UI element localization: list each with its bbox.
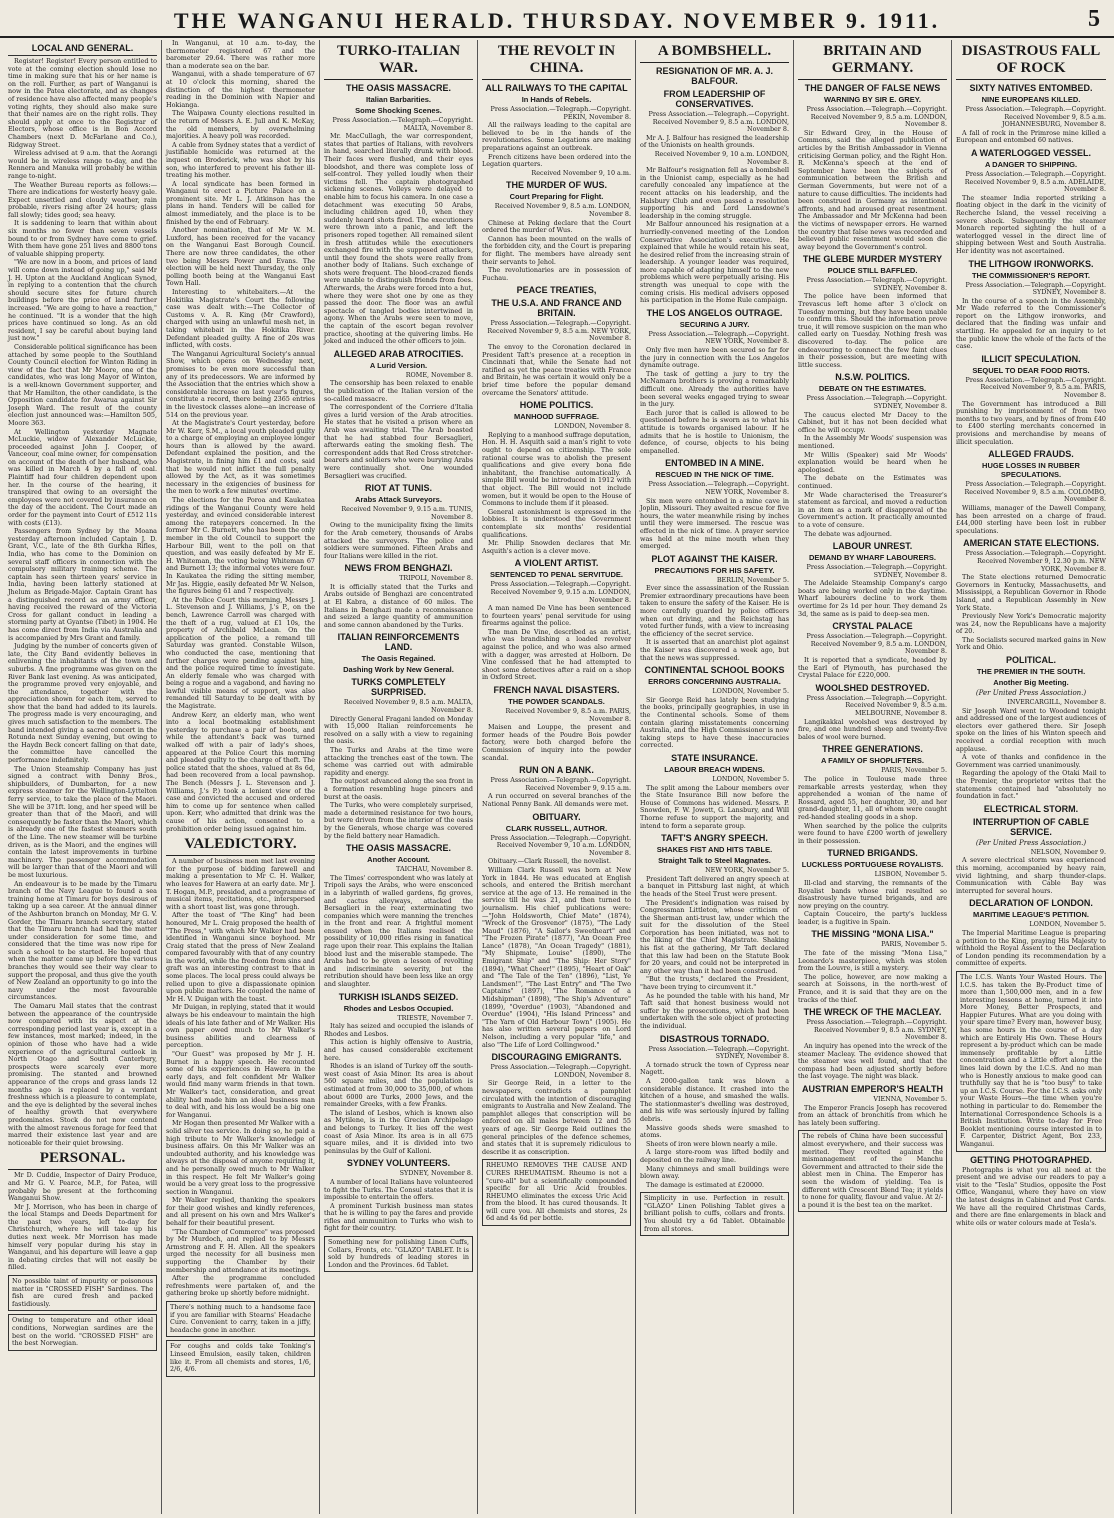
article-heading: ITALIAN REINFORCEMENTS LAND. — [337, 632, 460, 653]
dateline: Received November 9, 10 a.m. LONDON, November 8. — [654, 149, 789, 166]
column-7 — [952, 40, 1110, 1514]
article-paragraph: Mr Duigan, in replying, stated that it would always be his endeavour to maintain the high ideals of his late father and of Mr Walker. His own paper owed much to Mr Walker's business abilities and clearness of perception. — [166, 1003, 315, 1050]
article-subheading: ERRORS CONCERNING AUSTRALIA. — [648, 677, 781, 687]
article-subheading: Italian Barbarities. — [365, 95, 432, 104]
article-heading: TAFT'S ANGRY SPEECH. — [661, 833, 768, 844]
article-paragraph: The President's indignation was raised by Congressman Littleton, whose criticism of the Sherman anti-trust law, under which the suit for the dissolution of the Steel Corporation has been initiated, was not to the liking of the Chief Magistrate. Shaking his fist at the gathering, Mr Taft declared that this law had been on the Statute Book for 20 years, and could not be interpreted in any other way than it had been construed. — [640, 898, 789, 975]
article-paragraph: The police, however, are now making a search at Soissons, in the north-west of France, and it is said that they are on the tracks of the thief. — [798, 972, 947, 1004]
article-paragraph: Regarding the apology of the Otaki Mail to the Premier, the proprietor writes that the statements contained had "absolutely no foundation in fact." — [956, 769, 1106, 801]
article-heading: GETTING PHOTOGRAPHED. — [970, 1154, 1092, 1165]
article-paragraph: The task of getting a jury to try the McNamara brothers is proving a remarkably difficult one. Already the authorities have been several weeks engaged trying to swear in the jury. — [640, 369, 789, 409]
article-paragraph: A 2000-gallon tank was blown a considerable distance. It crashed into the kitchen of a house, and smashed the walls. The stationmaster's dwelling was destroyed, and his wife was seriously injured by falling debris. — [640, 1076, 789, 1123]
article-paragraph: A vote of thanks and confidence in the Government was carried unanimously. — [956, 753, 1106, 769]
article-heading: RUN ON A BANK. — [519, 765, 594, 776]
dateline: NELSON, November 9. — [1030, 847, 1106, 856]
article-paragraph: At the Police Court this morning, Messrs J. L. Stevenson and J. Williams, J.'s P., on the bench, Lawrence Carroll was charged with the theft of a rug, valued at £1 10s, the property of Archibald McLean. On the application of the police, a remand till Saturday was granted. Constable Wilson, who conducted the case, mentioning that further charges were pending against him, and the police required time to investigate. An elderly female who was charged with being a rogue and a vagabond, and having no lawful visible means of support, was also remanded till Saturday to be dealt with by the Magistrate. — [166, 595, 315, 711]
article-paragraph: A cable from Sydney states that a verdict of justifiable homicide was returned at the inquest on Broderick, who was shot by his son, who interfered to prevent his father ill-treating his mother. — [166, 140, 315, 180]
article-heading: CONTINENTAL SCHOOL BOOKS — [644, 665, 785, 676]
article-paragraph: The island of Lesbos, which is known also as Mytilene, is in the Grecian Archipelago and belongs to Turkey. It lies off the west coast of Asia Minor. Its area is in all 675 square miles, and it is divided into two peninsulas by the Gulf of Kalloni. — [324, 1108, 473, 1155]
column-2 — [162, 40, 320, 1514]
column-4 — [478, 40, 636, 1514]
article-subheading: LUCKLESS PORTUGUESE ROYALISTS. — [801, 860, 944, 870]
article-subheading: SEQUEL TO DEAR FOOD RIOTS. — [972, 365, 1090, 375]
article-paragraph: Sir George Reid, in a letter to the newspapers, contradicts a pamphlet circulated with the intention of discouraging emigrants to Australia and New Zealand. The pamphlet alleges that conscription will be enforced on all males between 12 and 55 years of age. Sir George Reid outlines the general principles of the defence schemes, and states that it is supremely ridiculous to describe it as conscription. — [482, 1079, 631, 1156]
article-paragraph: Owing to the municipality fixing the limits for the Arab cemetery, thousands of Arabs attacked the surveyors. The police and soldiers were summoned. Fifteen Arabs and four Italians were killed in the riot. — [324, 521, 473, 560]
article-heading: BRITAIN AND GERMANY. — [798, 43, 947, 80]
dateline: TRIESTE, November 7. — [397, 1013, 473, 1022]
dateline: Press Association.—Telegraph.—Copyright. Received November 9, 10 a.m. LONDON, November 8. — [490, 833, 631, 857]
dateline: SYDNEY, November 8. — [399, 1169, 473, 1178]
article-paragraph: The steamer India reported striking a floating object in the dark in the vicinity of Recherche Island, the vessel receiving a severe shock. Subsequently the steamer Monarch reported sighting the hull of a waterlogged vessel in the direct line of shipping between West and South Australia. Her identity was not ascertained. — [956, 193, 1106, 255]
column-3 — [320, 40, 478, 1514]
article-heading: HOME POLITICS. — [519, 400, 594, 411]
article-paragraph: Italy has seized and occupied the islands of Rhodes and Lesbos. — [324, 1022, 473, 1038]
article-heading: A VIOLENT ARTIST. — [514, 558, 599, 569]
article-subheading: Another Account. — [367, 855, 430, 865]
article-paragraph: After the toast of "The King" had been honoured, Mr L. Craig proposed the health of "The Press," with which Mr Walker had been identified in Wanganui since boyhood. Mr Craig stated that the press of New Zealand compared favourably with that of any country in the world, while the freedom from sins and graft was an interesting contrast to that in some places. The local press could always be relied upon to give a dispassionate opinion upon public matters. He coupled the name of Mr H. V. Duigan with the toast. — [166, 911, 315, 1003]
dateline: Press Association.—Telegraph.—Copyright. Received November 9, 8.5 a.m. SYDNEY, November 8. — [806, 1018, 947, 1042]
article-subheading: A FAMILY OF SHOPLIFTERS. — [820, 756, 925, 766]
article-paragraph: "Our Guest" was proposed by Mr J. H. Burnet in a happy speech. He recounted some of his experiences in Hawera in the early days, and felt confident Mr Walker would find many warm friends in that town. Mr Walker's tact, consideration, and great ability had made him an ideal business man to deal with, and his loss would be a big one for Wanganui. — [166, 1050, 315, 1119]
dateline: Press Association.—Telegraph.—Copyright. SYDNEY, November 8. — [806, 563, 947, 579]
article-paragraph: A run occurred on several branches of the National Penny Bank. All demands were met. — [482, 792, 631, 808]
article-paragraph: It is saddening to learn that within about six months no fewer than seven vessels bound to or from Sydney have come to grief. With them have gone 251 lives and 8800 tons of valuable shipping property. — [8, 219, 157, 258]
article-paragraph: Six men were entombed in a mine cave in Joplin, Missouri. They awaited rescue for five hours, the water meanwhile rising by inches until they were immersed. The rescue was effected in the nick of time. A prayer service was held at the mine mouth when they emerged. — [640, 496, 789, 551]
columns-container — [4, 40, 1110, 1514]
article-paragraph: Only five men have been secured so far for the jury in connection with the Los Angelos dynamite outrage. — [640, 346, 789, 370]
article-heading: AMERICAN STATE ELECTIONS. — [963, 538, 1099, 549]
article-subheading: CLARK RUSSELL, AUTHOR. — [505, 823, 608, 833]
article-paragraph: Chinese at Peking declare that the Court ordered the murder of Wus. — [482, 218, 631, 235]
dateline: LONDON, November 5. — [712, 687, 789, 696]
article-paragraph: Mr D. Cuddie, Inspector of Dairy Produce, and Mr G. V. Pearce, M.P., for Patea, will probably be present at the forthcoming Wanganui Show. — [8, 1171, 157, 1203]
dateline: Press Association.—Telegraph.—Copyright. SYDNEY, November 8. — [806, 276, 947, 292]
article-paragraph: Mr. Philip Snowden declares that Mr. Asquith's action is a clever move. — [482, 539, 631, 555]
article-paragraph: The State elections returned Democratic Governors in Kentucky, Massachusetts, and Mississippi, a Republican Governor in Rhode Island, and a Republican Assembly in New York State. — [956, 573, 1106, 612]
advertisement: The rebels of China have been successful almost everywhere, and their success was merited. They revolted against the mismanagement of the Manchu Government and attracted to their side the ablest men in China. The Emperor has seen the wisdom of yielding. Tea is different with Crescent Blend Tea; it yields to none for quality, flavour and value. At 2/- a pound it is the best tea on the market. — [798, 1130, 947, 1212]
dateline: Press Association.—Telegraph.—Copyright. SYDNEY, November 8. — [806, 394, 947, 410]
dateline: Press Association.—Telegraph.—Copyright. Received November 9, 8.5 a.m. NEW YORK, November 8. — [487, 319, 631, 343]
article-paragraph: At Wellington yesterday Magnate McLuckie, widow of Alexander McLuckie, proceeded against John J. Cooper, of Vanceour, coal mine owner, for compensation on account of the death of her husband, who was killed in March 4 by a fall of coal. Plaintiff had four children dependent upon her. In the course of the hearing, it transpired that owing to an oversight the employees were not covered by insurance on the day of the accident. The Court made an order for the payment into Court of £512 11s with costs (£13). — [8, 427, 157, 527]
dateline: Press Association.—Telegraph.—Copyright. Received November 9, 8.5 a.m. ADELAIDE, November 8. — [964, 169, 1106, 194]
article-heading: THE WRECK OF THE MACLEAY. — [803, 1007, 942, 1018]
article-paragraph: The Government has introduced a Bill punishing by imprisonment of from two months to two years, and by fines of from £40 to £400 sterling merchants concerned in provisions and merchandise by means of illicit speculation. — [956, 399, 1106, 446]
article-paragraph: At the Magistrate's Court yesterday, before Mr W. Kerr, S.M., a local youth pleaded guilty to a charge of employing an employee longer hours than is allowed by the award. Defendant explained the position, and the Magistrate, in fining him £1 and costs, said that he would not inflict the full penalty allowed by the Act, as it was sometimes necessary in the exigencies of business for the men to work a few minutes' overtime. — [166, 419, 315, 496]
dateline: Press Association.—Telegraph.—Copyright. Received November 9, 9.15 a.m. LONDON, November 8. — [490, 580, 631, 604]
article-subheading: Arabs Attack Surveyors. — [355, 495, 442, 505]
article-heading: PERSONAL. — [8, 1150, 157, 1170]
article-subheading: SENTENCED TO PENAL SERVITUDE. — [490, 570, 623, 580]
article-paragraph: A number of business men met last evening for the purpose of bidding farewell and making a presentation to Mr C. H. Walker, who leaves for Hawera at an early date. Mr J. T. Hogan, M.P., presided, and a programme of musical items, recitations, etc., interspersed with a short toast list, was gone through. — [166, 857, 315, 911]
dateline: Press Association.—Telegraph.—Copyright. NEW YORK, November 8. — [648, 329, 789, 346]
article-heading: THE OASIS MASSACRE. — [345, 843, 451, 854]
dateline: BERLIN, November 5. — [716, 575, 789, 584]
article-paragraph: The Turks, who were completely surprised, made a determined resistance for two hours, but were driven from the interior of the oasis by the Generals, whose charge was covered by the field battery near Hamadich. — [324, 801, 473, 840]
article-paragraph: The revolutionaries are in possession of Fuchau. — [482, 266, 631, 282]
article-paragraph: The Emperor Francis Joseph has recovered from an attack of bronchitis from which he has lately been suffering. — [798, 1103, 947, 1127]
article-paragraph: Captain Couceiro, the party's luckless leader, is a fugitive in Spain. — [798, 910, 947, 926]
article-paragraph: The fate of the missing "Mona Lisa," Leonardo's masterpiece, which was stolen from the Louvre, is still a mystery. — [798, 949, 947, 973]
dateline: LONDON, November 8. — [554, 422, 631, 431]
article-heading: ALLEGED ARAB ATROCITIES. — [333, 348, 464, 359]
article-heading: SYDNEY VOLUNTEERS. — [346, 1158, 451, 1169]
article-paragraph: As he pounded the table with his hand, Mr Taft said that honest business would not suffer by the prosecutions, which had been undertaken with the sole object of protecting the individual. — [640, 991, 789, 1030]
article-paragraph: "We are now in a boom, and prices of land will come down instead of going up," said Mr J. H. Upton at the Auckland Anglican Synod, in replying to a contention that the church should secure sites for future church buildings before the price of land further increased. "We are going to have a reaction," he continued. "It is a wonder that the high prices have continued so long. As an old resident, I say be careful about buying land just now." — [8, 258, 157, 343]
dateline: ROME, November 8. — [405, 370, 473, 379]
article-paragraph: When searched by the police the culprits were found to have £200 worth of jewellery in their possession. — [798, 821, 947, 845]
article-subheading: LABOUR BREACH WIDENS. — [664, 764, 765, 774]
article-subheading: NINE EUROPEANS KILLED. — [981, 95, 1081, 104]
article-paragraph: Rhodes is an island of Turkey off the south-west coast of Asia Minor. Its area is about 560 square miles, and the population is estimated at from 30,000 to 35,000, of whom about 6000 are Turks, 2000 Jews, and the remainder Greeks, with a few Franks. — [324, 1062, 473, 1109]
article-paragraph: A prominent Turkish business man states that he is willing to pay the fares and provide rifles and ammunition to Turks who wish to fight for their country. — [324, 1201, 473, 1233]
article-paragraph: An inquiry has opened into the wreck of the steamer Macleay. The evidence showed that the steamer was well found, and that the compass had been adjusted shortly before the last voyage. The night was black. — [798, 1042, 947, 1081]
dateline: Received November 9, 9.15 a.m. TUNIS, November 8. — [341, 505, 473, 521]
article-subheading: THE PREMIER IN THE SOUTH. — [976, 667, 1086, 677]
article-paragraph: In the course of a speech in the Assembly, Mr Wade referred to the Commissioner's report on the Lithgow ironworks, and declared that the finding was unfair and startling. He appealed for an inquiry to let the public know the whole of the facts of the case. — [956, 296, 1106, 351]
dateline: TRIPOLI, November 8. — [399, 574, 473, 583]
article-paragraph: Previously New York's Democratic majority was 24, now the Republicans have a majority of 20. — [956, 612, 1106, 636]
dateline: Press Association.—Telegraph.—Copyright. Received November 9, 9.15 a.m. — [490, 776, 631, 792]
dateline: NEW YORK, November 5. — [705, 866, 789, 875]
article-subheading: PRECAUTIONS FOR HIS SAFETY. — [654, 565, 775, 575]
article-heading: FRENCH NAVAL DISASTERS. — [493, 685, 620, 696]
article-paragraph: Maisen and Louppe, the present and former heads of the Poudre Bois powder factory, were both charged before the Commission of inquiry into the powder scandal. — [482, 723, 631, 762]
article-subheading: THE COMMISSIONER'S REPORT. — [971, 270, 1091, 280]
masthead — [0, 0, 1114, 38]
article-heading: POLITICAL. — [1006, 655, 1056, 666]
article-heading: THE MISSING "MONA LISA." — [811, 929, 934, 940]
article-paragraph: The Adelaide Steamship Company's cargo boats are being worked only in the daytime. Wharf labourers decline to work them overtime for 2s 1d per hour. They demand 2s 3d, the same as is paid to deep-sea men. — [798, 579, 947, 618]
article-subheading: In Hands of Rebels. — [521, 95, 592, 104]
advertisement: The I.C.S. Wants Your Wasted Hours. The I.C.S. has taken the By-Product time of more than 1,500,000 men, and in a few interesting lessons at home, turned it into More Money, Better Prospects, and Happier Futures. What are you doing with your spare time? Every man, however busy, has some hours in the course of a day which are Entirely His Own. These Hours represent a by-product which can be made immensely profitable by a Little concentration and a Little effort along the lines laid down by the I.C.S. And no man who is Honestly anxious to make good can truthfully say that he is "too busy" to take up an I.C.S. Course. For the I.C.S. asks only your Waste Hours—the time when you're nothing in particular to do. Remember the International Correspondence Schools is a British Institution. Write to-day for Free Booklet mentioning course interested in to F. Carpenter, District Agent, Box 233, Wanganui. — [956, 971, 1106, 1152]
article-paragraph: The censorship has been relaxed to enable the publication of the Italian version of the so-called massacre. — [324, 379, 473, 403]
advertisement: RHEUMO REMOVES THE CAUSE AND CURES RHEUMATISM. Rheumo is not a "cure-all" but a scientifically compounded specific for all Uric Acid troubles. RHEUMO eliminates the excess Uric Acid from the blood. It has cured thousands. It will cure you. All chemists and stores, 2s 6d and 4s 6d per bottle. — [482, 1159, 631, 1226]
dateline: Press Association.—Telegraph.—Copyright. SYDNEY, November 8. — [648, 1044, 789, 1061]
article-heading: DISASTROUS FALL OF ROCK — [956, 43, 1106, 80]
article-heading: ALLEGED FRAUDS. — [988, 449, 1074, 460]
article-paragraph: Many chimneys and small buildings were blown away. — [640, 1164, 789, 1181]
article-paragraph: Replying to a manhood suffrage deputation, Hon. H. H. Asquith said a man's right to vote ought to depend on citizenship. The sole rational course was to abolish the present qualifications and give every bona fide inhabitant, the franchise automatically. A simple Bill would be introduced in 1912 with that object. The Bill would not include women, but it would be open to the House of Commons to include them if it pleased. — [482, 430, 631, 508]
article-paragraph: The Weather Bureau reports as follows:—There are indications for westerly heavy gale. Expect unsettled and cloudy weather, rain probable, rivers rising after 24 hours; glass fall slowly; tides good; sea heavy. — [8, 180, 157, 219]
article-subheading: Some Shocking Scenes. — [355, 106, 442, 115]
article-subheading: Rhodes and Lesbos Occupied. — [343, 1003, 454, 1013]
article-subheading: Court Preparing for Flight. — [509, 192, 604, 202]
article-paragraph: Considerable political significance has been attached by some people to the Southland County Council election for Winton Riding in view of the fact that Mr Moore, one of the candidates, who was long Mayor of Winton, is a well-known Government supporter, and that Mr Hamilton, the other candidate, is the Opposition candidate for Awarua against Sir Joseph Ward. The result of the county election just announced was:—Hamilton 505, Moore 363. — [8, 342, 157, 427]
article-paragraph: This action is highly offensive to Austria, and has caused considerable excitement here. — [324, 1038, 473, 1062]
article-paragraph: Sir George Reid has lately been studying the books, principally geographies, in use in the Continental schools. Some of them contain glaring misstatements concerning Australia, and the High Commissioner is now taking steps to have these inaccuracies corrected. — [640, 695, 789, 750]
article-paragraph: The outpost advanced along the sea front in a formation resembling huge pincers and burst at the oasis. — [324, 777, 473, 801]
article-paragraph: President Taft delivered an angry speech at a banquet in Pittsburg last night, at which the heads of the Steel Trust were present. — [640, 874, 789, 898]
article-heading: FROM LEADERSHIP OF CONSERVATIVES. — [663, 89, 766, 109]
article-heading: TURKO-ITALIAN WAR. — [324, 43, 473, 80]
article-paragraph: An endeavour is to be made by the Timaru branch of the Navy League to found a sea training home at Timaru for boys desirous of taking up a sea career. At the annual dinner of the Ashburton branch on Monday, Mr G. V. Gorder, the Timaru branch secretary, stated that the Timaru branch had had the matter under consideration for some time, and considered that the time was now ripe for such a school to be started. He hoped that when the matter came up before the various branches they would see their way clear to support the proposal, and thus give the youth of New Zealand an opportunity to go into the navy under the most favourable circumstances. — [8, 879, 157, 1002]
article-heading: DECLARATION OF LONDON. — [969, 898, 1093, 909]
article-heading: VALEDICTORY. — [166, 836, 315, 856]
article-heading: AUSTRIAN EMPEROR'S HEALTH — [802, 1083, 943, 1094]
article-paragraph: The Waipawa County elections resulted in the return of Messrs A. E. Jull and K. McKay, the old members, by overwhelming majorities. A heavy poll was recorded. — [166, 109, 315, 141]
article-paragraph: It is officially stated that the Turks and Arabs outside of Benghazi are concentrated at El Kabra, a distance of 60 miles. The Italians in Benghazi made a reconnaissance and seized a large quantity of ammunition and some cannon abandoned by the Turks. — [324, 582, 473, 629]
article-paragraph: The Oamaru Mail states that the contrast between the appearance of the countryside now compared with its aspect at the corresponding period last year is, except in a few instances, most marked; indeed, in the opinion of those who have had a wide experience of the agricultural outlook in North Otago and South Canterbury, prospects were scarcely ever more promising. The stanted and browned appearance of the crops and grass lands 12 months ago is replaced by a verdant freshness which is a pleasure to contemplate, and the eye is delighted by the several inches of healthy growth that everywhere predominates. Stock do not now contend with the almost ravenous forage for feed that marred their existence last year and are noticeable for their quiet browsing. — [8, 1002, 157, 1147]
article-paragraph: Ill-clad and starving, the remnants of the Royalist bands whose raid resulted so disastrously have turned brigands, and are now preying on the country. — [798, 878, 947, 910]
column-1 — [4, 40, 162, 1514]
article-paragraph: French citizens have been ordered into the Legation quarters. — [482, 152, 631, 169]
article-heading: TURNED BRIGANDS. — [827, 848, 918, 859]
article-heading: THE LOS ANGELOS OUTRAGE. — [646, 307, 783, 318]
article-heading: THE OASIS MASSACRE. — [345, 83, 451, 93]
dateline: Press Association.—Telegraph.—Copyright. Received November 9, 8.5 a.m. PARIS, November 8. — [965, 375, 1106, 400]
article-heading: PEACE TREATIES, — [516, 285, 597, 296]
dateline: Press Association.—Telegraph.—Copyright. LONDON, November 8. — [490, 1063, 631, 1079]
article-paragraph: It is reported that a syndicate, headed by the Earl of Plymouth, has purchased the Crystal Palace for £220,000. — [798, 656, 947, 680]
dateline: Press Association.—Telegraph.—Copyright. Received November 9, 8.5 a.m. LONDON, November 8. — [806, 105, 947, 129]
dateline: Press Association.—Telegraph.—Copyright. NEW YORK, November 8. — [648, 480, 789, 496]
article-paragraph: Mr Willis (Speaker) said Mr Woods' explanation would be heard when he apologised. — [798, 450, 947, 474]
article-paragraph: Ever since the assassination of the Russian Premier extraordinary precautions have been taken to ensure the safety of the Kaiser. He is more carefully guarded by police officers when out driving, and the Reichstag has voted further funds, with a view to increasing the efficiency of the secret service. — [640, 584, 789, 638]
article-paragraph: A large store-room was lifted bodily and deposited on the railway line. — [640, 1148, 789, 1164]
article-paragraph: The damage is estimated at £20000. — [646, 1180, 765, 1189]
article-paragraph: "The Chamber of Commerce" was proposed by Mr Murdoch, and replied to by Messrs Armstrong and F. H. Allen. All the speakers urged the necessity for all business men supporting the Chamber by their membership and attendance at its meetings. — [166, 1227, 315, 1274]
article-paragraph: The debate on the Estimates was continued. — [798, 474, 947, 490]
article-paragraph: Sir Edward Grey, in the House of Commons, said the alleged publication of articles by the British Ambassador in Vienna criticising German policy, and the Right Hon. R. McKenna's speech at the end of September have been the subjects of communication between the British and German Governments, but were not of a nature to cause difficulties. The incidents had been construed in Germany as intentional affronts, and had aroused great resentment. The Ambassador and Mr McKenna had been the victims of newspaper errors. He warned the country that false news was recorded and believed public resentment would soon die away beyond the Government's control. — [798, 128, 947, 251]
advertisement: There's nothing much to a handsome face if you are familiar with Stearns' Headache Cure. Convenient to carry, taken in a jiffy, headache gone in another. — [166, 1301, 315, 1337]
article-paragraph: The debate was adjourned. — [804, 529, 892, 538]
article-paragraph: Register! Register! Every person entitled to vote at the coming election should lose no time in making sure that his or her name is on the roll. Further, as part of Wanganui is now in the Patea electorate, and as changes of residence have also affected many people's voting rights, they should also make sure that their names are on the right rolls. They should apply at once to the Registrar of Electors, whose office is in Bon Accord Chambers (next D. McFarlane and Co.), Ridgway Street. — [8, 57, 157, 149]
article-heading: NEWS FROM BENGHAZI. — [344, 563, 453, 574]
article-heading: TURKISH ISLANDS SEIZED. — [338, 991, 459, 1002]
article-subheading: HUGE LOSSES IN RUBBER SPECULATIONS. — [982, 461, 1080, 480]
article-subheading: Another Big Meeting. — [993, 678, 1069, 688]
article-paragraph: Mr J. Morrison, who has been in charge of the local Stamps and Deeds Department for the past two years, left to-day for Christchurch, where he will take up his duties next week. Mr Morrison has made himself very popular during his stay in Wanganui, and his departure will leave a gap in debating circles that will not easily be filled. — [8, 1202, 157, 1272]
article-paragraph: Another nomination, that of Mr W. M. Luxford, has been received for the vacancy on the Wanganui East Borough Council. There are now three candidates, the other two being Messrs Power and Evans. The election will be held next Thursday, the only polling booth being at the Wanganui East Town Hall. — [166, 226, 315, 288]
article-heading: DISCOURAGING EMIGRANTS. — [491, 1052, 622, 1063]
dateline: LONDON, November 5. — [712, 774, 789, 783]
article-paragraph: Sheets of iron were blown nearly a mile. — [646, 1139, 778, 1148]
article-paragraph: Interesting to whitebaiters.—At the Hokitika Magistrate's Court the following case was dealt with:—The Collector of Customs v. A. R. King (Mr Crawford), charged with using an unlawful mesh net, in taking whitebait in the Hokitika River. Defendant pleaded guilty. A fine of 20s was inflicted, with costs. — [166, 288, 315, 350]
article-paragraph: Wanganui, with a shade temperature of 67 at 10 o'clock this morning, shared the distinction of the highest thermometer reading in the Dominion with Napier and Hokianga. — [166, 70, 315, 109]
article-heading: RESIGNATION OF MR. A. J. BALFOUR. — [655, 66, 773, 86]
article-paragraph: It is asserted that an anarchist plot against the Kaiser was discovered a week ago, but that the news was suppressed. — [640, 638, 789, 662]
article-subheading: DEBATE ON THE ESTIMATES. — [818, 384, 927, 394]
article-paragraph: Williams, manager of the Dawell Company, has been arrested on a charge of fraud. £44,000 sterling have been lost in rubber speculations. — [956, 503, 1106, 535]
article-paragraph: Mr Walker replied, thanking the speakers for their good wishes and kindly references, and all present on his own and Mrs Walker's behalf for their beautiful present. — [166, 1196, 315, 1228]
article-subheading: POLICE STILL BAFFLED. — [827, 266, 918, 276]
article-heading: A BOMBSHELL. — [640, 43, 789, 63]
article-paragraph: The Socialists secured marked gains in New York and Ohio. — [956, 635, 1106, 652]
advertisement: Owing to temperature and other ideal conditions, Norwegian sardines are the best on the world. "CROSSED FISH" are the best Norwegian. — [8, 1314, 157, 1350]
article-paragraph: A tornado struck the town of Cypress near Nagett. — [640, 1060, 789, 1077]
article-heading: RIOT AT TUNIS. — [365, 483, 432, 494]
dateline: INVERCARGILL, November 8. — [1007, 698, 1106, 707]
dateline: Press Association.—Telegraph.—Copyright. Received November 9, 8.5 a.m. JOHANNESBURG, November 8. — [965, 105, 1106, 129]
column-5 — [636, 40, 794, 1514]
article-paragraph: Mr Balfour's resignation fell as a bombshell in the Unionist camp, especially as he had carefully concealed any impatience at the recent attacks on his leadership, and the Halsbury Club and even passed a resolution supporting his and Lord Lansdowne's leadership in the coming struggle. — [640, 166, 789, 220]
article-heading: TURKS COMPLETELY SURPRISED. — [351, 677, 446, 698]
article-heading: LABOUR UNREST. — [832, 541, 913, 552]
article-heading: STATE INSURANCE. — [671, 752, 758, 763]
article-paragraph: Mr Wade characterised the Treasurer's statement as farcical, and moved a reduction in an item as a mark of disapproval of the Government's action. It practically amounted to a vote of censure. — [798, 490, 947, 529]
article-paragraph: A fall of rock in the Primrose mine killed a European and entombed 60 natives. — [956, 128, 1106, 145]
page-number: 5 — [1088, 6, 1100, 32]
article-heading: THE U.S.A. AND FRANCE AND BRITAIN. — [491, 298, 622, 319]
dateline: LONDON, November 5. — [1029, 920, 1106, 929]
dateline: Press Association.—Telegraph.—Copyright. SYDNEY, November 8. — [965, 280, 1106, 297]
dateline: Press Association.—Telegraph.—Copyright. MALTA, November 8. — [332, 116, 473, 132]
article-subheading: A Lurid Version. — [369, 360, 428, 370]
article-paragraph: A severe electrical storm was experienced this morning, accompanied by heavy rain, vivid lightning, and sharp thunder-claps. Communication with Cable Bay was interrupted for several hours. — [956, 856, 1106, 895]
article-paragraph: The Imperial Maritime League is preparing a petition to the King, praying His Majesty to withhold the Royal Assent to the Declaration of London pending its recommendation by a committee of experts. — [956, 928, 1106, 968]
article-paragraph: Directly General Fragani landed on Monday with 15,000 Italian reinforcements he resolved on a sally with a view to regaining the oasis. — [324, 714, 473, 746]
article-heading: ILLICIT SPECULATION. — [981, 353, 1081, 364]
article-paragraph: The split among the Labour members over the State Insurance Bill now before the House of Commons has widened. Messrs. P. Snowden, F. W. Jowett, G. Lansbury, and Will Thorne refuse to support the majority, and intend to form a separate group. — [640, 783, 789, 830]
article-subheading: DEMAND BY WHARF LABOURERS. — [809, 553, 936, 563]
dateline: Press Association.—Telegraph.—Copyright. Received November 9, 8.5 a.m. MELBOURNE, November 8. — [806, 693, 947, 717]
article-credit: (Per United Press Association.) — [975, 689, 1087, 698]
article-subheading: WARNING BY SIR E. GREY. — [824, 95, 921, 104]
article-paragraph: Langikakkal woolshed was destroyed by fire, and one hundred sheep and twenty-five bales of wool were burned. — [798, 717, 947, 741]
article-heading: SIXTY NATIVES ENTOMBED. — [969, 83, 1093, 93]
article-paragraph: Obituary.—Clark Russell, the novelist. — [488, 857, 612, 866]
article-paragraph: The Times' correspondent who was lately at Tripoli says the Arabs, who were ensconced in a labyrinth of walled gardens, fig groves, and cactus alleyways, attacked the Bersaglieri in the rear, exterminating two companies which were manning the trenches in the front and rear. A frightful moment ensued when the Italians realised the possibility of 10,000 rifles rising in fanatical rage upon their rear. This explains the Italian blood lust and the miserable stampede. The Arabs had to be given a lesson of revolting and indiscriminate severity, but the retribution should have been less like an orgy and slaughter. — [324, 873, 473, 989]
article-subheading: The Oasis Regained. — [361, 654, 436, 664]
article-heading: THE LITHGOW IRONWORKS. — [968, 258, 1094, 269]
article-credit: (Per United Press Association.) — [975, 838, 1087, 847]
article-heading: THE DANGER OF FALSE NEWS — [804, 83, 941, 93]
article-heading: A WATERLOGGED VESSEL. — [970, 147, 1091, 158]
dateline: Press Association.—Telegraph.—Copyright. Received November 9, 8.5 a.m. COLOMBO, November 8. — [964, 480, 1106, 504]
article-subheading: MANHOOD SUFFRAGE. — [514, 412, 599, 422]
article-heading: ALL RAILWAYS TO THE CAPITAL — [485, 83, 628, 93]
article-subheading: Dashing Work by New General. — [343, 665, 454, 675]
article-paragraph: Each juror that is called is allowed to be questioned before he is sworn as to what his attitude is towards organised labour. If he admits that he is hostile to Unionism, the defence, of course, objects to his being empanelled. — [640, 408, 789, 455]
article-subheading: MARITIME LEAGUE'S PETITION. — [973, 910, 1089, 920]
article-subheading: SHAKES FIST AND HITS TABLE. — [656, 845, 773, 855]
article-paragraph: After the programme concluded refreshments were partaken of, and the gathering broke up shortly before midnight. — [166, 1274, 315, 1298]
article-paragraph: The Turks and Arabs at the time were attacking the trenches east of the town. The scheme was carried out with admirable rapidity and energy. — [324, 746, 473, 777]
article-paragraph: All the railways leading to the capital are believed to be in the hands of the revolutionaries. Some Legations are making preparations against an outbreak. — [482, 121, 631, 152]
advertisement: Something new for polishing Linen Cuffs, Collars, Fronts, etc. "GLAZO" TABLET. It is sold by hundreds of leading stores in London and the Provinces. 6d Tablet. — [324, 1236, 473, 1272]
dateline: Press Association.—Telegraph.—Copyright. Received November 9, 8.5 a.m. LONDON, November 8. — [806, 632, 947, 656]
dateline: VIENNA, November 5. — [873, 1094, 947, 1103]
article-paragraph: The police have been informed that Trevascus left home after 3 o'clock on Tuesday morning, but they have been unable to confirm this. Should the information prove true, it will remove suspicion on the man who called early on Tuesday. Nothing fresh was discovered to-day. The police are endeavouring to connect the few faint clues in their possession, but are meeting with little success. — [798, 292, 947, 369]
article-heading: THREE GENERATIONS. — [822, 744, 923, 755]
dateline: TAICHAU, November 8. — [396, 865, 473, 874]
article-paragraph: Wireless advised at 9 a.m. that the Aorangi would be in wireless range to-day, and the Rennera and Manuka will probably be within range to-night. — [8, 149, 157, 180]
article-heading: INTERRUPTION OF CABLE SERVICE. — [973, 816, 1089, 837]
article-paragraph: Judging by the number of concerts given of late, the City Band evidently believes in enlivening the inhabitants of the town and suburbs. A fine programme was given on the River Bank last evening. As was anticipated, the programme proved very enjoyable, and the attendance, together with the appreciation shown for each item, served to show that the band had added to its laurels. The progress made is very encouraging, and gives much satisfaction to the members. The band intended giving a sacred concert in the Rotunda next Sunday evening, but owing to the Haydn Beck concert falling on that date, the committee have cancelled the performance indefinitely. — [8, 642, 157, 765]
article-heading: CRYSTAL PALACE — [832, 621, 913, 632]
dateline: Press Association.—Telegraph.—Copyright. Received November 9, 12.30 p.m. NEW YORK, November 8. — [965, 549, 1106, 573]
article-heading: THE REVOLT IN CHINA. — [482, 43, 631, 80]
dateline: Received November 9, 8.5 a.m. PARIS, November 8. — [505, 707, 631, 723]
dateline: Received November 9, 8.5 a.m. LONDON, November 8. — [494, 202, 631, 218]
article-paragraph: The man De Vine, described as an artist, who was brandishing a loaded revolver against the police, and who was also armed with a dagger, was arrested at Holborn. De Vine confessed that he had attempted to shoot some detectives after a raid on a shop in Oxford Street. — [482, 627, 631, 682]
article-subheading: RESCUED IN THE NICK OF TIME. — [655, 470, 774, 480]
article-paragraph: The Wanganui Agricultural Society's annual Show, which opens on Wednesday next, promises to be even more successful than any of its predecessors. We are informed by the Association that the entries which show a considerable increase on last year's figures, constitute a record, there being 2365 entries in the livestock classes alone—an increase of 514 on the previous year. — [166, 349, 315, 419]
article-paragraph: In the Assembly Mr Woods' suspension was mentioned. — [798, 434, 947, 450]
article-paragraph: The correspondent of the Corriere d'Italia gives a lurid version of the Arab atrocities. He states that he visited a prison where an Arab was awaiting trial. The Arab boasted that he had stabbed four Bersaglieri, afterwards eating the smoking flesh. The correspondent adds that Red Cross stretcher-bearers and soldiers who were burying Arabs were continually shot. One wounded Bersaglieri was crucified. — [324, 403, 473, 480]
article-paragraph: A man named De Vine has been sentenced to fourteen years' penal servitude for using firearms against the police. — [482, 604, 631, 628]
dateline: LISBON, November 5. — [874, 870, 947, 879]
article-paragraph: Sir Joseph Ward went to Woodend tonight and addressed one of the largest audiences of electors ever gathered there. Sir Joseph spoke on the lines of his Winton speech and received a cordial reception with much applause. — [956, 706, 1106, 753]
article-heading: N.S.W. POLITICS. — [835, 372, 910, 383]
article-heading: ELECTRICAL STORM. — [983, 803, 1079, 814]
advertisement: For coughs and colds take Tonking's Linseed Emulsion, easily taken, children like it. From all chemists and stores, 1/6, 2/6, 4/6. — [166, 1340, 315, 1376]
article-heading: ENTOMBED IN A MINE. — [665, 458, 764, 469]
dateline: Press Association.—Telegraph.—Copyright. Received November 9, 8.5 a.m. LONDON, November 8. — [648, 110, 789, 134]
article-paragraph: The caucus elected Mr Dacey to the Cabinet, but it has not been decided what office he will occupy. — [798, 410, 947, 434]
article-heading: LOCAL AND GENERAL. — [8, 43, 157, 56]
article-heading: OBITUARY. — [532, 811, 581, 822]
article-paragraph: The envoy to the Coronation declared in President Taft's presence at a reception in Cincinnati that, while the Senate had not ratified as yet the peace treaties with France and Britain, he was certain it would only be a brief time before the popular demand overcame the Senators' attitude. — [482, 343, 631, 397]
article-subheading: THE POWDER SCANDALS. — [508, 697, 605, 707]
article-paragraph: A number of local Italians have volunteered to fight the Turks. The Consul states that it is impossible to entertain the offers. — [324, 1177, 473, 1202]
dateline: Press Association.—Telegraph.—Copyright. PEKIN, November 8. — [490, 105, 631, 121]
article-paragraph: The Union Steamship Company has just signed a contract with Denny Bros., shipbuilders, of Dumbarton, for a new express steamer for the Wellington-Lyttelton ferry service, to take the place of the Maori. She will be 371ft. long, and her speed will be greater than that of the Maori, and will consequently be faster than the Maori, which is already one of the fastest steamers south of the Line. The new steamer will be turbine driven, as is the Maori, and the engines will contain the latest improvements in turbine machinery. The passenger accommodation will be larger than that of the Maori and will be most luxurious. — [8, 764, 157, 879]
article-paragraph: Mr Hogan then presented Mr Walker with a solid silver tea service. In doing so, he paid a high tribute to Mr Walker's knowledge of business affairs. On this Mr Walker was an undoubted authority, and his knowledge was always at the disposal of anyone requiring it, and he personally owed much to Mr Walker in this respect. He felt Mr Walker's going would be a very great loss to the progressive section in Wanganui. — [166, 1119, 315, 1196]
article-paragraph: Passengers from Sydney by the Moana yesterday afternoon included Captain J. D. Grant, V.C., late of the 8th Gurkha Rifles, India, who has come to the Dominion on several staff officers in connection with the compulsory military training scheme. The captain has seen thirteen years' service in India, having been latterly stationed at Jhelum as Brigade-Major. Captain Grant has a distinguished record as an army officer, having received the reward of the Victoria Cross for gallant conduct in leading a storming party at Gyantse (Tibet) in 1904. He has come direct from India via Australia and is accompanied by Mrs Grant and family. — [8, 527, 157, 642]
advertisement: No possible taint of impurity or poisonous matter in "CROSSED FISH" Sardines. The fish are cured fresh and packed fastidiously. — [8, 1275, 157, 1311]
article-paragraph: William Clark Russell was born at New York in 1844. He was educated at English schools, and entered the British merchant service at the age of 13. He remained in the service till he was 21, and then turned to journalism. His chief publications were:—"John Holdsworth, Chief Mate" (1874), "Wreck of the Grosvenor" (1875), "The Lady Maud" (1876), "A Sailor's Sweetheart" and "The Frozen Pirate" (1877), "An Ocean Free Lance" (1878), "An Ocean Tragedy" (1881), "My Shipmate, Louise" (1890), "The Emigrant Ship" and "The Ship: Her Story" (1894), "What Cheer!" (1895), "Heart of Oak" and "The Tale of the Ten" (1896), "List, Ye Landsmen!", "The Last Entry" and "The Two Captains" (1897), "The Romance of a Midshipman" (1898), "The Ship's Adventure" (1899), "Overdue" (1903), "Abandoned and Overdue" (1904), "His Island Princess" and "The Yarn of Old Harbour Town" (1905). He has also written several papers on Lord Nelson, including a very popular "life," and also "The Life of Lord Collingwood." — [482, 865, 631, 1049]
article-paragraph: The police in Toulouse made three remarkable arrests yesterday, when they apprehended a woman of the name of Rossard, aged 55, her daughter, 30, and her grand-daughter, 11, all of whom were caught red-handed stealing goods in a shop. — [798, 774, 947, 821]
article-paragraph: Andrew Kerr, an elderly man, who went into a local bootmaking establishment yesterday to purchase a pair of boots, and while the attendant's back was turned walked off with a pair of lady's shoes, appeared at the Police Court this morning and pleaded guilty to the charge of theft. The police stated that the shoes, valued at 8s 6d, had been recovered from a local pawnshop. The Bench (Messrs J. L. Stevenson and J. Williams, J.'s P.) took a lenient view of the case and convicted the accused and ordered him to come up for sentence when called upon. Kerr, who admitted that drink was the cause of his action, consented to a prohibition order being issued against him. — [166, 710, 315, 833]
article-subheading: Straight Talk to Steel Magnates. — [658, 856, 771, 866]
article-paragraph: In Wanganui, at 10 a.m. to-day, the thermometer registered 67 and the barometer 29.64. There was rather more than a moderate sea on the bar. — [166, 40, 315, 70]
article-paragraph: Cannon has been mounted on the walls of the forbidden city, and the Court is preparing for flight. The members have already sent their servants to Jehol. — [482, 234, 631, 266]
article-paragraph: General astonishment is expressed in the lobbies. It is understood the Government contemplate six months' residential qualifications. — [482, 507, 631, 539]
dateline: Received November 9, 8.5 a.m. MALTA, November 8. — [343, 698, 473, 715]
dateline: PARIS, November 5. — [881, 940, 947, 949]
article-paragraph: Mr Balfour announced his resignation at a hurriedly-convened meeting of the London Conservative Association's executive. He explained that while he would retain his seat, he desired relief from the increasing strain of leadership. A younger leader was required, more capable of adapting himself to the new problems which were perpetually arising. His strength was unequal to cope with the coming crisis. His medical advisers opposed his participation in the Home Rule campaign. — [640, 220, 789, 305]
advertisement: Simplicity in use. Perfection in result. "GLAZO" Linen Polishing Tablet gives a brilliant polish to cuffs, collars and fronts. You should try a 6d Tablet. Obtainable from all stores. — [640, 1192, 789, 1236]
dateline: Received November 9, 10 a.m. — [531, 168, 631, 177]
article-paragraph: The elections for the Poroa and Kaukatea ridings of the Wanganui County were held yesterday, and evinced considerable interest among the ratepayers concerned. In the former Mr C. Burnett, who has been the only member in the old Council to support the Harbour Bill, went to the poll on that question, and was easily defeated by Mr E. H. Whiteman, the voting being Whiteman 67 and Burnett 13; the informal votes were four. In Kaukatea the riding the sitting member, Mr Jas. Higgie, easily defeated Mr W. Nelson, the figures being 61 and 7 respectively. — [166, 496, 315, 596]
article-paragraph: Photographs is what you all need at the present and we advise our readers to pay a visit to the "Tesla" Studios, opposite the Post Office, Wanganui, where they have on view the latest designs in Cabinet and Post Cards. We have all the required Christmas Cards, and there are fine enlargements in black and white oils or water colours made at Tesla's. — [956, 1165, 1106, 1227]
article-heading: PLOT AGAINST THE KAISER. — [651, 553, 778, 564]
article-paragraph: Mr A. J. Balfour has resigned the leadership of the Unionists on health grounds. — [640, 133, 789, 150]
article-subheading: SECURING A JURY. — [679, 319, 750, 329]
dateline: PARIS, November 5. — [881, 766, 947, 775]
article-heading: THE GLEBE MURDER MYSTERY — [802, 254, 943, 265]
article-paragraph: A local syndicate has been formed in Wanganui to erect a Picture Palace on a prominent site. Mr L. J. Atkinson has the plans in hand. Tenders will be called for almost immediately, and the place is to be finished by the end of February. — [166, 179, 315, 226]
article-heading: DISASTROUS TORNADO. — [659, 1033, 770, 1044]
article-paragraph: Massive goods sheds were smashed to atoms. — [640, 1123, 789, 1140]
article-subheading: A DANGER TO SHIPPING. — [984, 159, 1078, 169]
article-paragraph: "But the trusts," declared the President, "have been trying to circumvent it." — [640, 975, 789, 992]
masthead-title: THE WANGANUI HERALD. THURSDAY. NOVEMBER 9. 1911. — [173, 8, 941, 33]
column-6 — [794, 40, 952, 1514]
article-heading: THE MURDER OF WUS. — [506, 180, 607, 191]
article-paragraph: Mr. MacCullagh, the war correspondent, states that parties of Italians, with revolvers in hand, searched literally drunk with blood. Their faces were flushed, and their eyes bloodshot, and there was complete loss of self-control. They yelled loudly when their victims fell. The captain photographed sickening scenes. Volleys were delayed to enable him to focus his camera. In one case a detachment was executing 50 Arabs, including children aged 10, when they suddenly heard shots fired. The executioners were thrown into a panic, and left the prisoners roped together. All remained silent in fresh attitudes while the executioners exchanged fire with the supposed attackers, until they found the shots were really from another body of Italians. Such exchange of shots were frequent. The blood-crazed fiends were unable to distinguish friends from foes. Afterwards, the Arabs were forced into a hut, where they were shot one by one as they passed the door. The floor was an awful spectacle of tangled bodies intertwined in agony. When the Arabs were seen to move, the captain of the escort began revolver practice, shooting at the quivering limbs. He joked and induced the other officers to join. — [324, 132, 473, 346]
article-heading: WOOLSHED DESTROYED. — [815, 682, 930, 693]
